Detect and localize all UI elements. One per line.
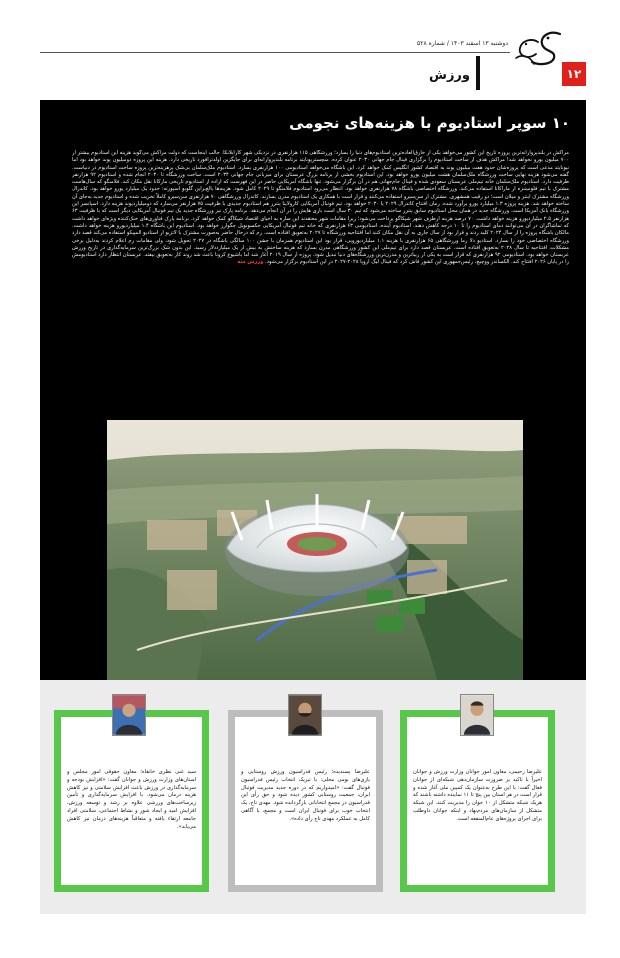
section-separator — [476, 56, 480, 90]
portrait-photo — [112, 694, 146, 736]
article-byline: ورزش سه — [237, 259, 264, 266]
portrait-photo — [288, 694, 322, 736]
article-body-text: مراکش در بلندپروازانه‌ترین پروژه تاریخ این کشور می‌خواهد یکی از خارق‌العاده‌ترین استادیوم‌های دنیا را بسازد؛ ورزشگاهی ۱۱۵ هزارنفری در نزدیکی شهر کازابلانکا. جالب اینجاست که دولت مراکش می‌گوید هزینه این استادیوم بیشتر از ۷۰۰ میلیون یورو نخواهد شد! مراکش هدف از ساخت استادیوم را برگزاری فینال جام جهانی ۲۰۳۰ عنوان کرده. منچسترپونایتد برنامه بلندپروازانه‌ای برای جایگزین اولدترافورد تاریخی دارد. هزینه این پروژه دومیلیون پوند خواهد بود اما نیونایتد مدعی است که پروژه‌شان حدود هفت میلیون پوند به اقتصاد کشور انگلیس کمک خواهد کرد. این باشگاه می‌خواهد استادیومی ۱۰۰ هزارنفری بسازد. استادیوم ملک‌سلمان بی‌شک پرهزینه‌ترین پروژه ساخت استادیوم در دنیاست. گفته می‌شود هزینه نهایی ساخت ورزشگاه ملک‌سلمان هشت میلیون یورو خواهد بود. این استادیوم بخشی از برنامه بزرگ عربستان برای میزبانی جام جهانی ۲۰۳۴ است. ساخت ورزشگاه تا ۲۰۳۰ انجام شده و استادیوم ۹۲ هزارنفر ظرفیت دارد. استادیوم ملک‌سلمان خانه تیم‌ملی عربستان سعودی شده و فینال جام‌جهانی هم در آن برگزار می‌شود. تنها باشگاه آمریکایی حاضر در این فهرست که اراده از استادیوم تاریخی مارکانا نقل مکان کند، فلامنگو که سال‌هاست مشترک با تیم فلومیننزه از ماراکانا استفاده می‌کند. ورزشگاه اختصاصی باشگاه ۷۸ هزارنفری خواهد بود. انتظار می‌رود استادیوم فلامنگو تا ۲۰۲۹ کامل شود. هزینه‌ها بالغ‌براین گلوبو اسپورته: حدود یک میلیارد یورو خواهد بود. کاندرال ورزشگاه مشترک اینتر و میلان است؛ دو رقیب همشهری. مشترک از سن‌سیرو استفاده می‌کنند و قرار است با همکاری یک استادیوم مدرن بسازند. کاتدرال ورزشگاهی ۷۰ هزارنفری سن‌سیرو کاملاً تخریب شده و استادیوم جدید به‌جای آن ساخته خواهد شد. هزینه پروژه ۱.۳ میلیارد یورو برآورد شده. زمان افتتاح کاتدرال ۲۰۲۹ یا ۲۰۳۰ خواهد بود. تیم فوتبال آمریکایی کارولاینا پنترز هم استادیوم جدیدی با ظرفیت ۷۵ هزارنفر می‌سازد که دومیلیاردپوند هزینه دارد. اسپانسر این ورزشگاه بانک آمریکا است. ورزشگاه جدید در همان محل استادیوم سابق پنترز ساخته می‌شود که تیم ۳۰ سال است بازی هایش را در آن انجام می‌دهد. برنامه پارک نیز ورزشگاه جدید یک تیم فوتبال آمریکایی دیگر است که با ظرفیت ۶۳ هزارنفر ۲.۵ میلیاردیورو هزینه خواهد داشت. ۷۰ درصد هزینه ازطرف شهر شیکاگو پرداخت می‌شود؛ زیرا مقامات شهر معتقدند این سازه به احیای اقتصاد شیکاگو کمک خواهد کرد. برنامه پارک فناوری‌های خنک‌کننده ویژه‌ای خواهد داشت که تماشاگران در آن می‌توانند دمای استادیوم را تا ۱۰ درجه کاهش دهند. استادیوم آینده، استادیومی ۶۳ هزارنفری که خانه تیم فوتبال آمریکایی جکسونویل جگوارز خواهد بود. استادیوم این باشگاه ۱.۴ میلیاردیورو هزینه خواهد داشت. مالکان باشگاه پروژه را از سال ۲۰۲۴ کلید زدند و قرار بود از سال جاری به آن نقل مکان کنند اما افتتاحیه ورزشگاه تا ۲۰۲۷ به‌تعویق افتاده است. رم که درحال حاضر به‌صورت مشترک با لاتزیو از استادیو المپیکو استفاده می‌کند قصد دارد ورزشگاه اختصاصی خود را بسازد. استادیو دلا رما ورزشگاهی ۶۵ هزارنفری با هزینه ۱.۱ میلیاردیورویی، قرار بود این استادیوم همزمان با جشن ۱۰۰ سالگی باشگاه در ۲۰۲۷ تحویل شود، ولی مقامات رم اعلام کردند به‌دلیل برخی مشکلات، افتتاحیه تا سال ۲۰۲۸ به‌تعویق افتاده است. عربستان قصد دارد برای تیم‌ملی این کشور ورزشگاهی مدرن بسازد که هزینه ساختش به بیش از یک میلیارددلار رسید. این بدون شک بزرگ‌ترین سرمایه‌گذاری در تاریخ ورزش عربستان خواهد بود. استادیومی ۹۲ هزارنفری که قرار است به یکی از زیباترین و مدرن‌ترین ورزشگاه‌های دنیا تبدیل شود. پروژه از سال ۲۰۱۹ آغاز شد اما باشیوع کرونا باعث شد روند کار به‌تعویق بیفتد. عربستان انتظار دارد استادیومش را در پایان ۲۰۲۶ افتتاح کند. الکساندر ووچیچ، رئیس‌جمهوری این کشور فاش کرد که فینال لیگ اروپا ۲۰۲۸-۲۰۲۷ در این استادیوم برگزار می‌شود. — [72, 150, 569, 266]
news-brief-card — [54, 710, 209, 892]
page-header — [0, 0, 620, 100]
person-icon — [113, 695, 145, 735]
article-body — [72, 150, 569, 412]
article-headline: ۱۰ سوپر استادیوم با هزینه‌های نجومی — [289, 114, 570, 132]
section-title: ورزش — [429, 68, 470, 83]
dateline: دوشنبه ۱۳ اسفند ۱۴۰۳ / شماره ۵۲۸ — [417, 40, 508, 47]
header-rule — [40, 52, 510, 53]
news-brief-card — [400, 710, 555, 892]
person-icon — [461, 695, 493, 735]
news-brief-text: علیرضا رحیمی، معاون امور جوانان وزارت ورزش و جوانان اخیراً با تاکید بر ضرورت سازمان‌دهی شبکه‌ای از جوانان فعال گفت: با این طرح به‌عنوان یک کمپین ملی آغاز شده و قرار است در هر استان بین پنج تا ۱۱ نماینده داشته باشند که هریک شبکه متشکل از ۱۰ جوان را مدیریت کنند. این شبکه متشکل از سازمان‌های مردم‌نهاد و اینکه جوانان داوطلب برای اجرای پروژه‌های عام‌المنفعه است. — [413, 769, 542, 822]
news-brief-text: سید غنی نظری خانقاه؛ معاون حقوقی امور مجلس و استان‌های وزارت ورزش و جوانان گفت: «افزایش بودجه و سرمایه‌گذاری در ورزش باعث افزایش سلامتی و نیز کاهش هزینه درمان می‌شود. با افزایش سرمایه‌گذاری و تأمین زیرساخت‌های ورزشی علاوه بر رشد و توسعه ورزش، افزایش امید و ایجاد شور و نشاط اجتماعی، سلامتی افراد جامعه ارتقاء یافته و متعاقباً هزینه‌های درمان نیز کاهش می‌یابد». — [67, 769, 196, 830]
news-brief-card — [228, 710, 383, 892]
portrait-photo — [460, 694, 494, 736]
person-icon — [289, 695, 321, 735]
newspaper-logo — [510, 28, 566, 68]
stadium-photo — [107, 420, 523, 680]
page-number-badge: ۱۲ — [562, 62, 586, 86]
news-brief-text: علیرضا پسندیده؛ رئیس فدراسیون ورزش روستایی و بازی‌های بومی محلی: با تبریک انتخاب رئیس فدراسیون فوتبال گفت: «امیدواریم که در دوره جدید مدیریت فوتبال ایران، جمعیت روستایی کشور دیده شود و حق رأی این فدراسیون در مجمع انتخاباتی بازگردانده شود. مهدی تاج، یک انتخاب خوب برای فوتبال ایران است و مجمع، با آگاهی کامل به عملکرد مهدی تاج رأی داده». — [241, 769, 370, 822]
